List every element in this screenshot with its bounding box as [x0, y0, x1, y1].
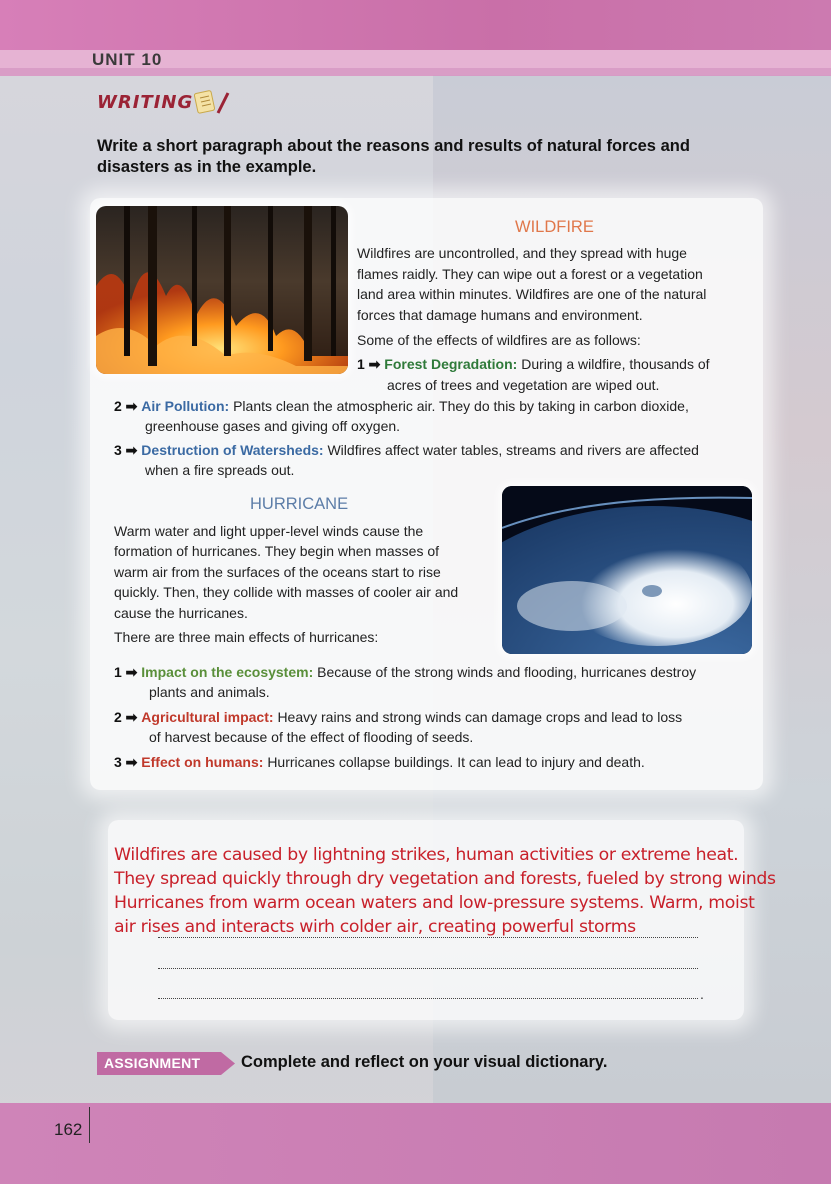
hurricane-heading: HURRICANE [250, 495, 349, 513]
instruction-text: Write a short paragraph about the reasons and results of natural forces and disasters as in the example. [97, 137, 690, 176]
notepad-pencil-icon [193, 89, 233, 115]
writing-line [158, 968, 698, 969]
hurricane-line: formation of hurricanes. They begin when masses of [114, 543, 440, 559]
effect-text-continued: greenhouse gases and giving off oxygen. [145, 418, 401, 434]
wildfire-effect-2 [114, 396, 689, 417]
section-title: WRITING [97, 92, 194, 113]
effect-text: Because of the strong winds and flooding, hurricanes destroy [317, 664, 697, 680]
answer-line: Hurricanes from warm ocean waters and low-pressure systems. Warm, moist [114, 893, 755, 913]
effect-text: Wildfires affect water tables, streams and rivers are affected [327, 442, 699, 458]
item-number: 1 ➡ [357, 356, 381, 372]
hurricane-effect-2 [114, 707, 682, 728]
item-number: 2 ➡ [114, 709, 138, 725]
assignment-text: Complete and reflect on your visual dictionary. [241, 1053, 608, 1071]
wildfire-effect-1 [357, 354, 710, 375]
effect-text-continued: of harvest because of the effect of flooding of seeds. [149, 729, 474, 745]
effect-text-continued: plants and animals. [149, 684, 270, 700]
hurricane-line: Warm water and light upper-level winds cause the [114, 523, 424, 539]
hurricane-line: cause the hurricanes. [114, 605, 248, 621]
wildfire-effect-3 [114, 440, 699, 461]
wildfire-heading: WILDFIRE [515, 218, 594, 236]
page-number-divider [89, 1107, 90, 1143]
item-number: 2 ➡ [114, 398, 138, 414]
answer-line: They spread quickly through dry vegetation and forests, fueled by strong winds [114, 869, 776, 889]
hurricane-line: warm air from the surfaces of the oceans start to rise [114, 564, 441, 580]
effect-text: Heavy rains and strong winds can damage crops and lead to loss [277, 709, 683, 725]
effect-term: Destruction of Watersheds: [141, 442, 324, 458]
answer-line: air rises and interacts wirh colder air, creating powerful storms [114, 917, 636, 937]
effect-text: Plants clean the atmospheric air. They do this by taking in carbon dioxide, [233, 398, 689, 414]
wildfire-line: land area within minutes. Wildfires are one of the natural [357, 286, 707, 302]
hurricane-satellite-photo [502, 486, 752, 654]
effect-term: Forest Degradation: [384, 356, 518, 372]
hurricane-line: quickly. Then, they collide with masses of cooler air and [114, 584, 459, 600]
effect-text-continued: acres of trees and vegetation are wiped out. [387, 377, 660, 393]
effect-term: Effect on humans: [141, 754, 264, 770]
wildfire-effects-intro: Some of the effects of wildfires are as follows: [357, 332, 641, 348]
effect-text-continued: when a fire spreads out. [145, 462, 295, 478]
wildfire-line: flames raidly. They can wipe out a forest or a vegetation [357, 266, 703, 282]
effect-term: Air Pollution: [141, 398, 230, 414]
unit-label: UNIT 10 [92, 50, 163, 69]
writing-line-end: . [700, 986, 704, 1002]
wildfire-photo [96, 206, 348, 374]
hurricane-effects-intro: There are three main effects of hurricanes: [114, 629, 379, 645]
writing-line [158, 998, 698, 999]
wildfire-line: forces that damage humans and environment. [357, 307, 643, 323]
effect-term: Impact on the ecosystem: [141, 664, 314, 680]
page-number: 162 [54, 1120, 83, 1139]
answer-line: Wildfires are caused by lightning strikes, human activities or extreme heat. [114, 845, 739, 865]
top-color-band [0, 0, 831, 50]
student-answer[interactable] [114, 843, 794, 939]
bottom-color-band [0, 1103, 831, 1184]
hurricane-effect-1 [114, 662, 696, 683]
hurricane-effect-3 [114, 752, 645, 773]
wildfire-line: Wildfires are uncontrolled, and they spread with huge [357, 245, 687, 261]
effect-term: Agricultural impact: [141, 709, 274, 725]
item-number: 3 ➡ [114, 754, 138, 770]
item-number: 3 ➡ [114, 442, 138, 458]
effect-text: During a wildfire, thousands of [521, 356, 710, 372]
item-number: 1 ➡ [114, 664, 138, 680]
assignment-label: ASSIGNMENT [104, 1055, 201, 1071]
effect-text: Hurricanes collapse buildings. It can lead to injury and death. [267, 754, 645, 770]
